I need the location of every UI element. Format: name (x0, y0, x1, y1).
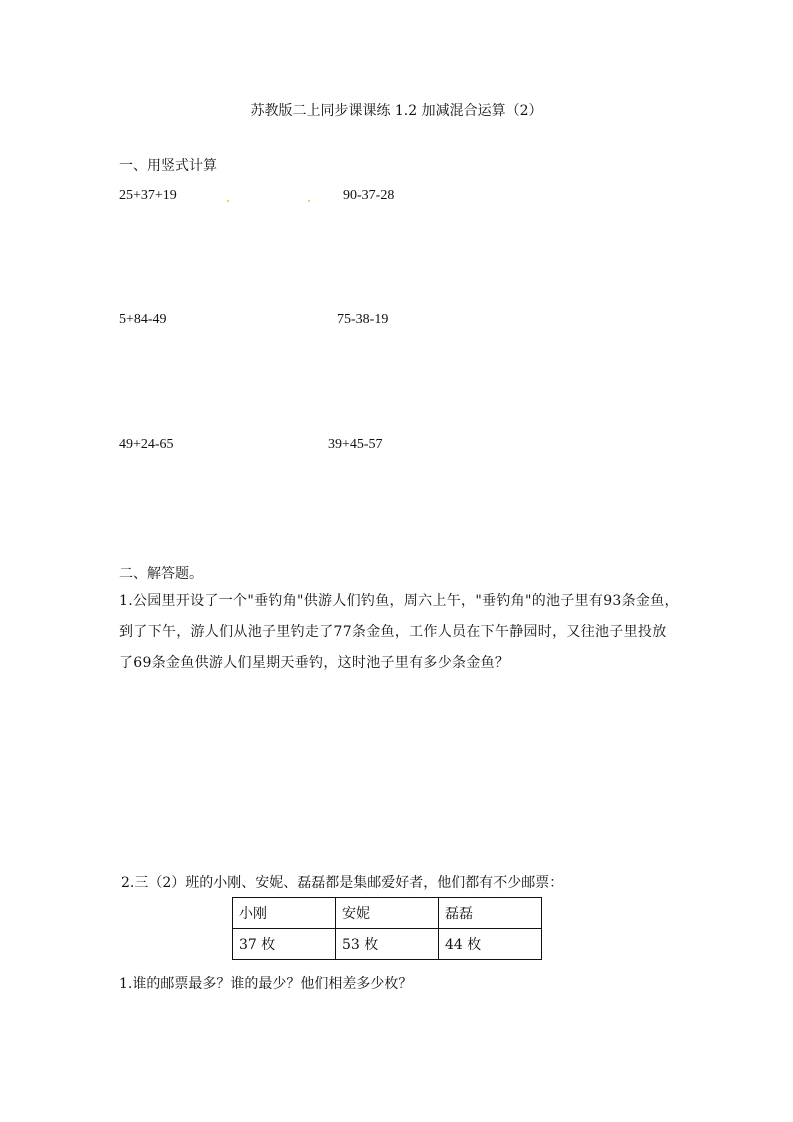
problem-6: 39+45-57 (328, 437, 383, 452)
section1-heading: 一、用竖式计算 (119, 158, 217, 174)
page-title: 苏教版二上同步课课练 1.2 加减混合运算（2） (250, 103, 543, 119)
table-cell-name: 磊磊 (439, 898, 542, 929)
table-cell-count: 44 枚 (439, 929, 542, 960)
problem-5: 49+24-65 (119, 437, 174, 452)
table-cell-name: 小刚 (233, 898, 336, 929)
problem-3: 5+84-49 (119, 312, 167, 327)
problem-1: 25+37+19 (119, 188, 177, 203)
table-row (233, 929, 542, 960)
problem-4: 75-38-19 (337, 312, 389, 327)
decor-dot (227, 200, 229, 202)
table-cell-count: 53 枚 (336, 929, 439, 960)
question-2-sub-1: 1.谁的邮票最多？谁的最少？他们相差多少枚？ (119, 976, 413, 992)
decor-dot (308, 200, 310, 202)
table-row (233, 898, 542, 929)
stamp-table (232, 897, 542, 960)
table-cell-count: 37 枚 (233, 929, 336, 960)
question-1: 1.公园里开设了一个"垂钓角"供游人们钓鱼，周六上午，"垂钓角"的池子里有93条金鱼，到了下午，游人们从池子里钓走了77条金鱼，工作人员在下午静园时，又往池子里投放了69条金鱼供游人们星期天垂钓，这时池子里有多少条金鱼？ (119, 593, 679, 671)
problem-2: 90-37-28 (343, 188, 395, 203)
section2-heading: 二、解答题。 (119, 566, 203, 582)
question-2: 2.三（2）班的小刚、安妮、磊磊都是集邮爱好者，他们都有不少邮票： (121, 875, 564, 891)
table-cell-name: 安妮 (336, 898, 439, 929)
